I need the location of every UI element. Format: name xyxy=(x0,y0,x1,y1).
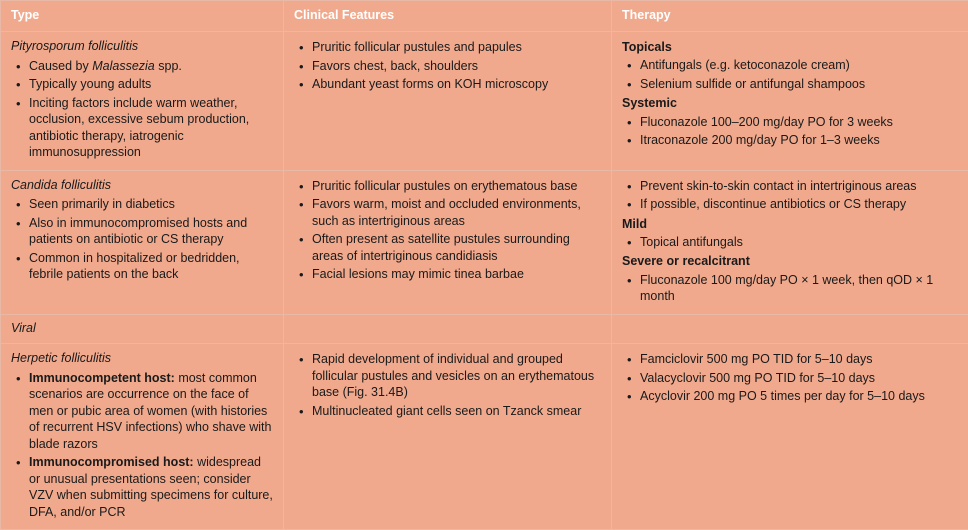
list-item: • Also in immunocompromised hosts and patients on antibiotic or CS therapy xyxy=(27,215,273,248)
list-item: • Acyclovir 200 mg PO 5 times per day for 5–10 days xyxy=(638,388,958,405)
clinical-cell-candida xyxy=(284,170,612,314)
list-item: • Antifungals (e.g. ketoconazole cream) xyxy=(638,57,958,74)
list-item: • Pruritic follicular pustules and papules xyxy=(310,39,601,56)
table-row xyxy=(1,170,968,314)
therapy-cell-candida xyxy=(612,170,968,314)
entry-name-candida: Candida folliculitis xyxy=(11,178,273,194)
section-label-viral: Viral xyxy=(11,321,273,337)
therapy-list xyxy=(622,178,958,213)
type-list xyxy=(11,370,273,521)
list-item: • Topical antifungals xyxy=(638,234,958,251)
list-item: • Itraconazole 200 mg/day PO for 1–3 weeks xyxy=(638,132,958,149)
type-cell-candida xyxy=(1,170,284,314)
table-section-row-viral xyxy=(1,314,968,344)
list-item: • Fluconazole 100–200 mg/day PO for 3 weeks xyxy=(638,114,958,131)
table-header-row xyxy=(1,1,968,32)
italic-term: Malassezia xyxy=(92,59,155,73)
table-row xyxy=(1,344,968,530)
section-label-cell xyxy=(1,314,284,344)
list-item: • Abundant yeast forms on KOH microscopy xyxy=(310,76,601,93)
therapy-list xyxy=(622,351,958,405)
list-item-text: widespread or unusual presentations seen; consider VZV when submitting specimens for culture, DFA, and/or PCR xyxy=(29,455,273,519)
list-item xyxy=(27,454,273,520)
therapy-cell-herpetic xyxy=(612,344,968,530)
clinical-cell-pityrosporum xyxy=(284,32,612,171)
column-header-clinical-features: Clinical Features xyxy=(284,1,612,32)
list-item-lead: Immunocompetent host: xyxy=(29,371,175,385)
list-item: • Pruritic follicular pustules on erythematous base xyxy=(310,178,601,195)
therapy-group-label: Systemic xyxy=(622,95,958,111)
therapy-list xyxy=(622,234,958,251)
column-header-type: Type xyxy=(1,1,284,32)
clinical-list xyxy=(294,178,601,283)
clinical-cell-herpetic xyxy=(284,344,612,530)
list-item: • Favors warm, moist and occluded environments, such as intertriginous areas xyxy=(310,196,601,229)
list-item-text: most common scenarios are occurrence on the face of men or pubic area of women (with histories of recurrent HSV infections) who shave with blade razors xyxy=(29,371,271,451)
column-header-therapy: Therapy xyxy=(612,1,968,32)
section-empty-cell-therapy xyxy=(612,314,968,344)
list-item: • Rapid development of individual and grouped follicular pustules and vesicles on an erythematous base (Fig. 31.4B) xyxy=(310,351,601,401)
therapy-list xyxy=(622,114,958,149)
list-item: • Typically young adults xyxy=(27,76,273,93)
table-body xyxy=(1,32,968,530)
list-item: • Fluconazole 100 mg/day PO × 1 week, then qOD × 1 month xyxy=(638,272,958,305)
table-row xyxy=(1,32,968,171)
list-item: • Caused by Malassezia spp. xyxy=(27,58,273,75)
list-item: • Multinucleated giant cells seen on Tzanck smear xyxy=(310,403,601,420)
type-list xyxy=(11,196,273,283)
list-item: • Prevent skin-to-skin contact in intertriginous areas xyxy=(638,178,958,195)
therapy-list xyxy=(622,57,958,92)
list-item: • Seen primarily in diabetics xyxy=(27,196,273,213)
list-item: • Famciclovir 500 mg PO TID for 5–10 days xyxy=(638,351,958,368)
list-item: • If possible, discontinue antibiotics or CS therapy xyxy=(638,196,958,213)
therapy-list xyxy=(622,272,958,305)
list-item: • Often present as satellite pustules surrounding areas of intertriginous candidiasis xyxy=(310,231,601,264)
list-item: • Selenium sulfide or antifungal shampoos xyxy=(638,76,958,93)
list-item: • Favors chest, back, shoulders xyxy=(310,58,601,75)
list-item: • Inciting factors include warm weather, occlusion, excessive sebum production, antibiotic therapy, iatrogenic immunosuppression xyxy=(27,95,273,161)
section-empty-cell-clinical xyxy=(284,314,612,344)
type-cell-pityrosporum xyxy=(1,32,284,171)
list-item: • Common in hospitalized or bedridden, febrile patients on the back xyxy=(27,250,273,283)
list-item xyxy=(27,370,273,453)
entry-name-herpetic: Herpetic folliculitis xyxy=(11,351,273,367)
entry-name-pityrosporum: Pityrosporum folliculitis xyxy=(11,39,273,55)
list-item: • Valacyclovir 500 mg PO TID for 5–10 days xyxy=(638,370,958,387)
clinical-list xyxy=(294,39,601,93)
clinical-list xyxy=(294,351,601,419)
therapy-group-label: Severe or recalcitrant xyxy=(622,253,958,269)
therapy-group-label: Topicals xyxy=(622,39,958,55)
list-item-lead: Immunocompromised host: xyxy=(29,455,194,469)
type-cell-herpetic xyxy=(1,344,284,530)
therapy-group-label: Mild xyxy=(622,216,958,232)
therapy-cell-pityrosporum xyxy=(612,32,968,171)
type-list xyxy=(11,58,273,161)
list-item: • Facial lesions may mimic tinea barbae xyxy=(310,266,601,283)
table-header xyxy=(1,1,968,32)
